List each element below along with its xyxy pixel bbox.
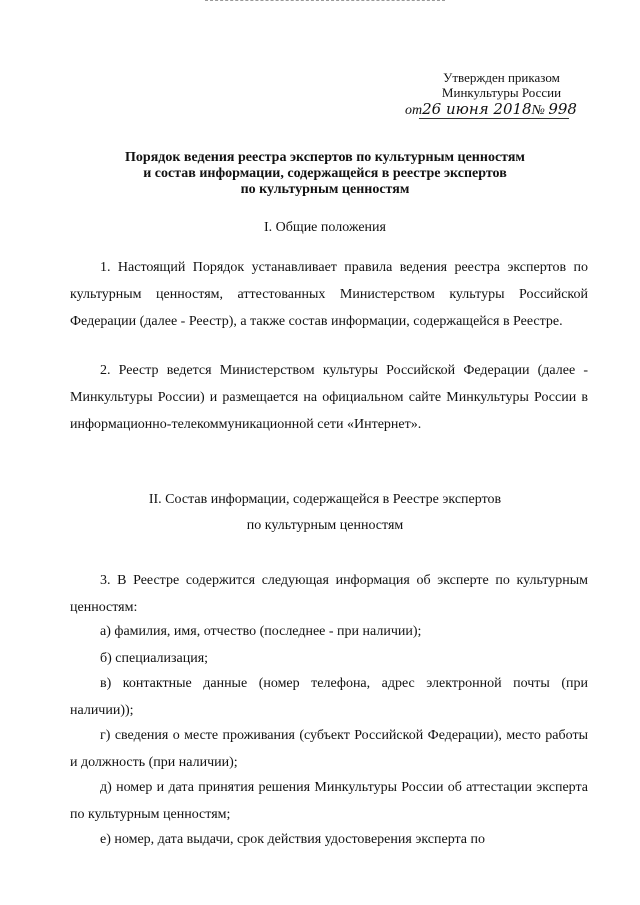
section-2-heading-line-2: по культурным ценностям xyxy=(246,518,404,533)
section-2-heading-line-1: II. Состав информации, содержащейся в Реестре экспертов xyxy=(148,492,502,507)
signature-underline xyxy=(419,118,569,119)
approval-date: 26 июня 2018 xyxy=(422,100,532,118)
list-item-a: а) фамилия, имя, отчество (последнее - при наличии); xyxy=(100,624,422,639)
approval-number: 998 xyxy=(548,100,577,118)
approval-prefix: от xyxy=(405,103,423,118)
title-line-1: Порядок ведения реестра экспертов по культурным ценностям xyxy=(125,150,525,165)
approval-stamp xyxy=(405,70,580,120)
list-item-g: г) сведения о месте проживания (субъект Российской Федерации), место работы и должность (при наличии); xyxy=(70,728,588,770)
approval-number-label: № xyxy=(531,103,545,118)
title-line-2: и состав информации, содержащейся в реестре экспертов xyxy=(143,166,507,181)
approval-line-1: Утвержден приказом xyxy=(443,70,560,85)
list-item-d: д) номер и дата принятия решения Минкультуры России об аттестации эксперта по культурным ценностям; xyxy=(70,780,588,822)
title-line-3: по культурным ценностям xyxy=(240,182,410,197)
list-item-e: е) номер, дата выдачи, срок действия удостоверения эксперта по xyxy=(100,832,486,847)
list-item-b: б) специализация; xyxy=(100,651,209,666)
approval-line-2: Минкультуры России xyxy=(441,85,562,100)
paragraph-3: 3. В Реестре содержится следующая информация об эксперте по культурным ценностям: xyxy=(70,573,588,615)
document-title xyxy=(60,150,590,198)
paragraph-2: 2. Реестр ведется Министерством культуры Российской Федерации (далее - Минкультуры России) и размещается на официальном сайте Минкультуры России в информационно-телекоммуникационной сети «Интернет». xyxy=(70,363,588,432)
paragraph-1: 1. Настоящий Порядок устанавливает правила ведения реестра экспертов по культурным ценностям, аттестованных Министерством культуры Российской Федерации (далее - Реестр), а также состав информации, содержащейся в Реестре. xyxy=(70,260,588,329)
scan-top-edge xyxy=(205,0,445,2)
approval-date-number xyxy=(405,102,580,120)
section-2-heading xyxy=(60,487,590,539)
list-item-c: в) контактные данные (номер телефона, адрес электронной почты (при наличии)); xyxy=(70,676,588,718)
section-1-heading: I. Общие положения xyxy=(264,220,386,235)
